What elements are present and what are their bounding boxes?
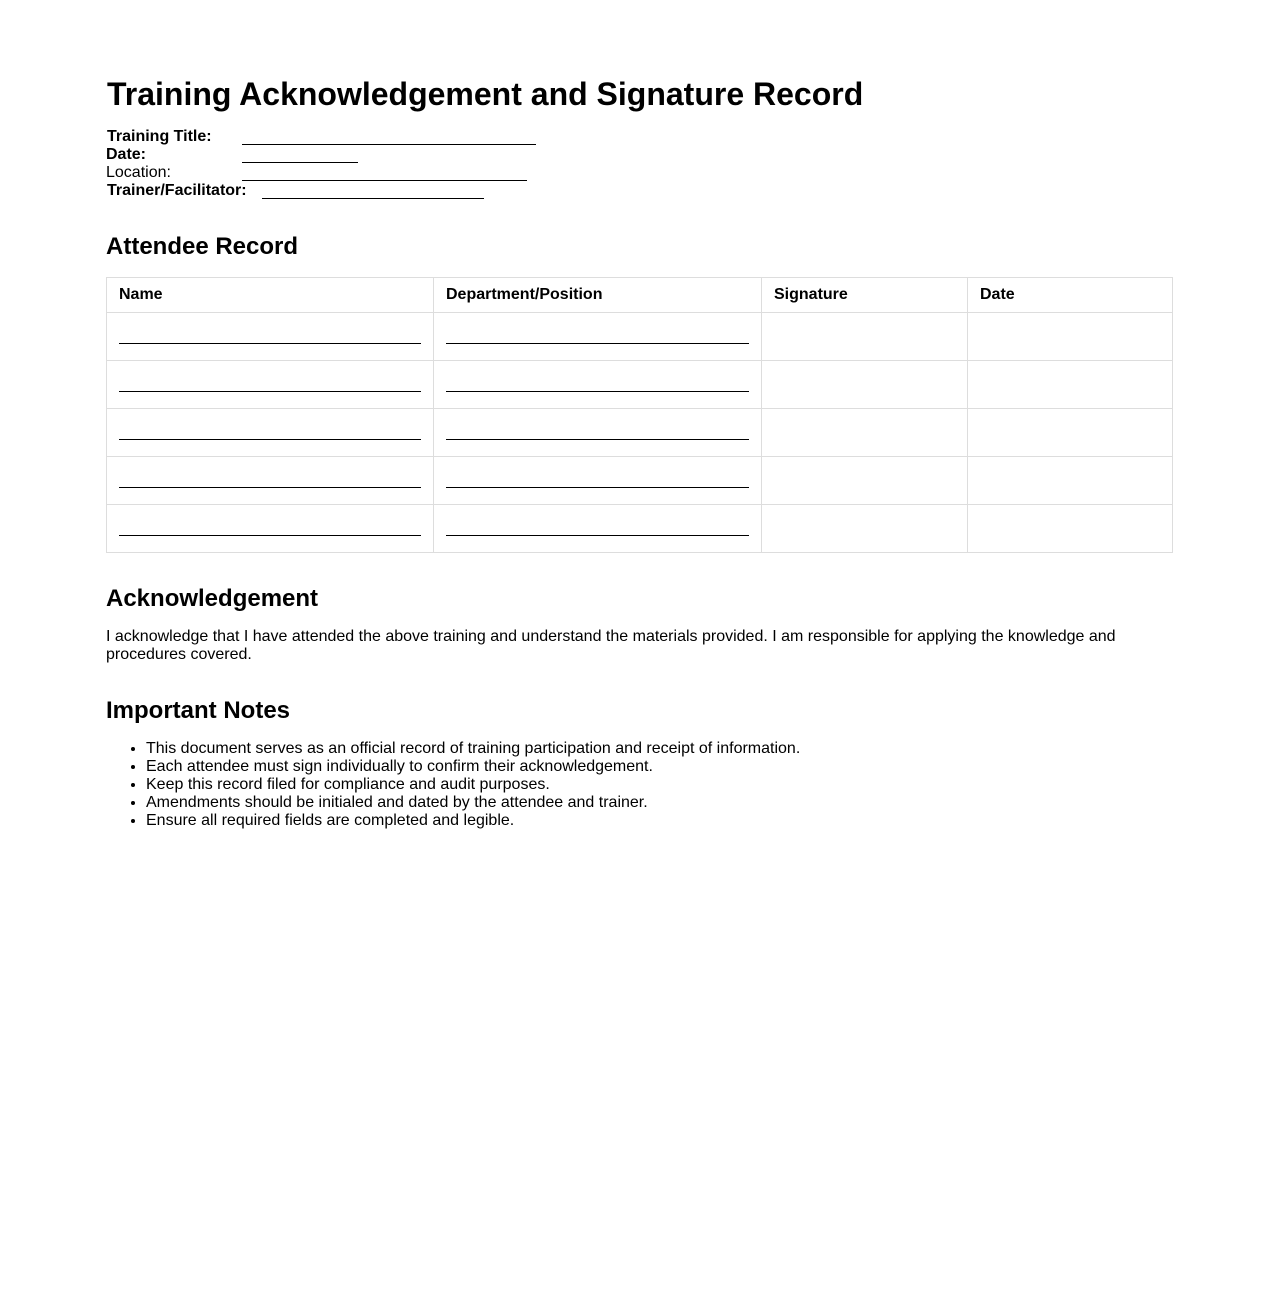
signature-cell[interactable] [762, 505, 968, 553]
column-header-signature: Signature [762, 278, 968, 313]
table-row [107, 505, 1173, 553]
department-line [446, 343, 749, 344]
training-title-row [106, 128, 706, 146]
table-row [107, 313, 1173, 361]
training-title-field[interactable] [242, 144, 536, 145]
acknowledgement-heading: Acknowledgement [106, 585, 319, 612]
department-cell[interactable] [434, 505, 762, 553]
signature-cell[interactable] [762, 409, 968, 457]
column-header-name: Name [107, 278, 434, 313]
date-cell[interactable] [968, 313, 1173, 361]
department-line [446, 487, 749, 488]
table-row [107, 409, 1173, 457]
acknowledgement-text: I acknowledge that I have attended the above training and understand the materials provided. I am responsible for applying the knowledge and procedures covered. [106, 628, 1116, 663]
department-line [446, 535, 749, 536]
list-item: • Ensure all required fields are completed and legible. [146, 812, 800, 830]
name-line [119, 487, 421, 488]
name-line [119, 439, 421, 440]
location-row [106, 164, 706, 182]
department-line [446, 439, 749, 440]
column-header-date: Date [968, 278, 1173, 313]
training-details [106, 128, 706, 200]
attendee-table [106, 277, 1173, 553]
table-row [107, 361, 1173, 409]
name-cell[interactable] [107, 505, 434, 553]
date-label: Date: [106, 146, 147, 163]
date-field[interactable] [242, 162, 358, 163]
training-title-label: Training Title: [107, 128, 212, 145]
department-cell[interactable] [434, 409, 762, 457]
document-title: Training Acknowledgement and Signature Record [107, 76, 864, 112]
list-item: • Amendments should be initialed and dated by the attendee and trainer. [146, 794, 800, 812]
signature-cell[interactable] [762, 457, 968, 505]
date-cell[interactable] [968, 505, 1173, 553]
department-line [446, 391, 749, 392]
signature-cell[interactable] [762, 313, 968, 361]
trainer-row [106, 182, 706, 200]
table-row [107, 457, 1173, 505]
list-item: • Each attendee must sign individually to confirm their acknowledgement. [146, 758, 800, 776]
name-line [119, 343, 421, 344]
list-item: • Keep this record filed for compliance and audit purposes. [146, 776, 800, 794]
important-notes-heading: Important Notes [106, 697, 291, 724]
list-item: • This document serves as an official record of training participation and receipt of information. [146, 740, 800, 758]
signature-cell[interactable] [762, 361, 968, 409]
trainer-label: Trainer/Facilitator: [107, 182, 247, 199]
table-header-row [107, 278, 1173, 313]
department-cell[interactable] [434, 457, 762, 505]
trainer-field[interactable] [262, 198, 484, 199]
column-header-department: Department/Position [434, 278, 762, 313]
name-cell[interactable] [107, 409, 434, 457]
attendee-record-heading: Attendee Record [106, 233, 299, 260]
location-field[interactable] [242, 180, 527, 181]
department-cell[interactable] [434, 313, 762, 361]
date-cell[interactable] [968, 361, 1173, 409]
date-cell[interactable] [968, 409, 1173, 457]
department-cell[interactable] [434, 361, 762, 409]
name-line [119, 535, 421, 536]
name-cell[interactable] [107, 313, 434, 361]
name-cell[interactable] [107, 457, 434, 505]
date-cell[interactable] [968, 457, 1173, 505]
location-label: Location: [106, 164, 171, 181]
name-cell[interactable] [107, 361, 434, 409]
important-notes-list [106, 740, 800, 830]
date-row [106, 146, 706, 164]
name-line [119, 391, 421, 392]
